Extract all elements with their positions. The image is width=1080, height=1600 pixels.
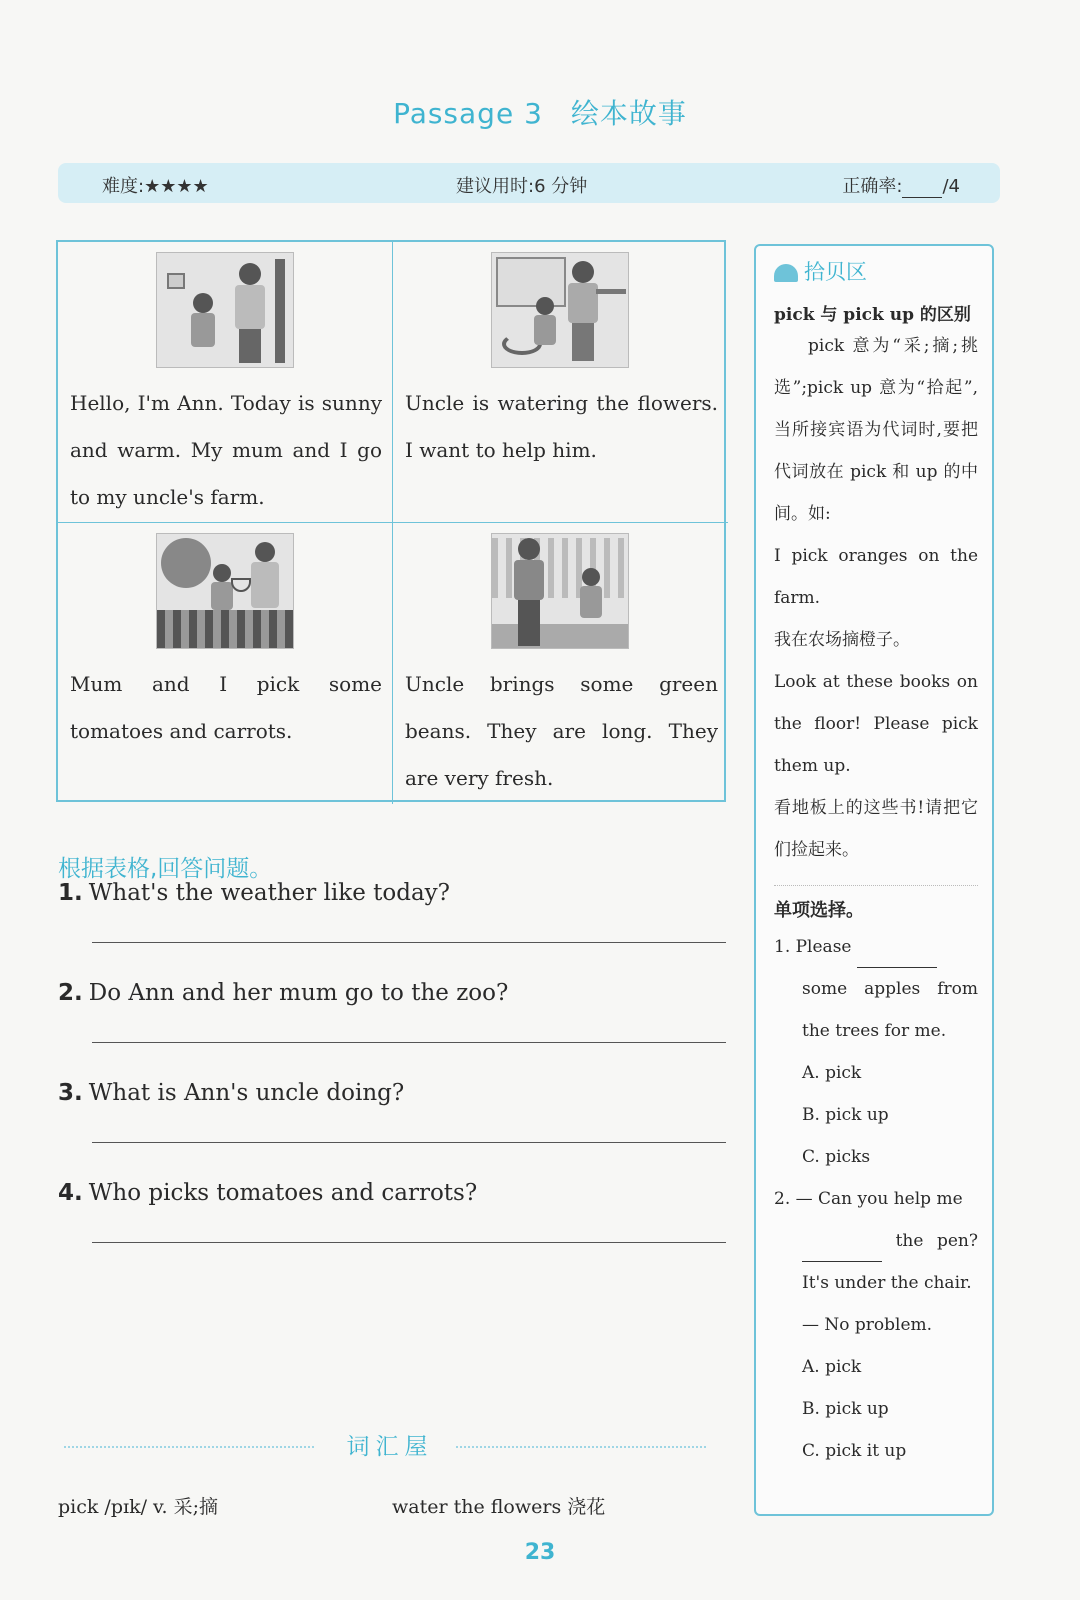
exercise-reply: — No problem.: [802, 1315, 933, 1335]
story-illustration: [491, 533, 629, 649]
story-illustration: [156, 533, 294, 649]
difficulty: 难度:★★★★: [102, 176, 209, 197]
question: 1. What's the weather like today?: [58, 880, 728, 906]
story-text: Mum and I pick some tomatoes and carrots.: [70, 672, 382, 743]
exercise-title: 单项选择。: [774, 900, 864, 921]
side-heading: pick 与 pick up 的区别: [774, 305, 971, 325]
divider: [774, 885, 978, 886]
option[interactable]: C. picks: [802, 1147, 871, 1167]
star-icon: ★★★★: [144, 176, 209, 197]
vocab-item: pick /pɪk/ v. 采;摘: [58, 1496, 218, 1518]
example-cn: 我在农场摘橙子。: [774, 630, 910, 650]
story-text: Hello, I'm Ann. Today is sunny and warm. My mum and I go to my uncle's farm.: [70, 391, 382, 509]
exercise-question: 1. Please: [774, 926, 978, 968]
option[interactable]: B. pick up: [802, 1399, 889, 1419]
page-number: 23: [524, 1540, 556, 1565]
option[interactable]: A. pick: [802, 1357, 862, 1377]
story-grid: [56, 240, 726, 802]
answer-line[interactable]: [92, 1142, 726, 1143]
side-tag: 拾贝区: [774, 256, 978, 290]
story-text: Uncle brings some green beans. They are long. They are very fresh.: [405, 672, 718, 790]
example-cn: 看地板上的这些书!请把它们捡起来。: [774, 798, 978, 860]
answer-line[interactable]: [92, 942, 726, 943]
divider: [456, 1446, 706, 1448]
story-cell: [393, 242, 728, 523]
story-text: Uncle is watering the flowers. I want to help him.: [405, 391, 718, 462]
answer-blank[interactable]: [802, 1244, 882, 1262]
question: 2. Do Ann and her mum go to the zoo?: [58, 980, 728, 1006]
answer-line[interactable]: [92, 1042, 726, 1043]
side-explanation: pick 意为“采;摘;挑选”;pick up 意为“拾起”,当所接宾语为代词时,要把代词放在 pick 和 up 的中间。如:: [774, 336, 978, 524]
story-cell: [58, 242, 393, 523]
story-cell: [393, 523, 728, 804]
passage-label: Passage 3: [393, 97, 543, 130]
passage-subtitle: 绘本故事: [570, 97, 687, 130]
questions-heading: 根据表格,回答问题。: [58, 856, 273, 882]
example-en: Look at these books on the floor! Please pick them up.: [774, 672, 978, 776]
story-illustration: [156, 252, 294, 368]
option[interactable]: B. pick up: [802, 1105, 889, 1125]
accuracy-blank[interactable]: [902, 182, 942, 198]
accuracy: 正确率: /4: [842, 176, 960, 197]
answer-blank[interactable]: [857, 950, 937, 968]
question: 3. What is Ann's uncle doing?: [58, 1080, 728, 1106]
answer-line[interactable]: [92, 1242, 726, 1243]
option[interactable]: C. pick it up: [802, 1441, 907, 1461]
info-bar: [58, 163, 1000, 203]
story-cell: [58, 523, 393, 804]
question: 4. Who picks tomatoes and carrots?: [58, 1180, 728, 1206]
story-illustration: [491, 252, 629, 368]
vocab-title: 词汇屋: [346, 1434, 434, 1460]
example-en: I pick oranges on the farm.: [774, 546, 978, 608]
side-notes-box: [754, 244, 994, 1516]
suggested-time: 建议用时:6 分钟: [456, 176, 588, 197]
option[interactable]: A. pick: [802, 1063, 862, 1083]
exercise-question: 2. — Can you help me: [774, 1189, 963, 1209]
exercise-question-cont: some apples from the trees for me.: [802, 979, 978, 1041]
shell-icon: [774, 264, 798, 282]
vocab-item: water the flowers 浇花: [392, 1496, 606, 1518]
exercise-question-cont: the pen? It's under the chair.: [802, 1231, 978, 1293]
page-title: [0, 92, 1080, 132]
